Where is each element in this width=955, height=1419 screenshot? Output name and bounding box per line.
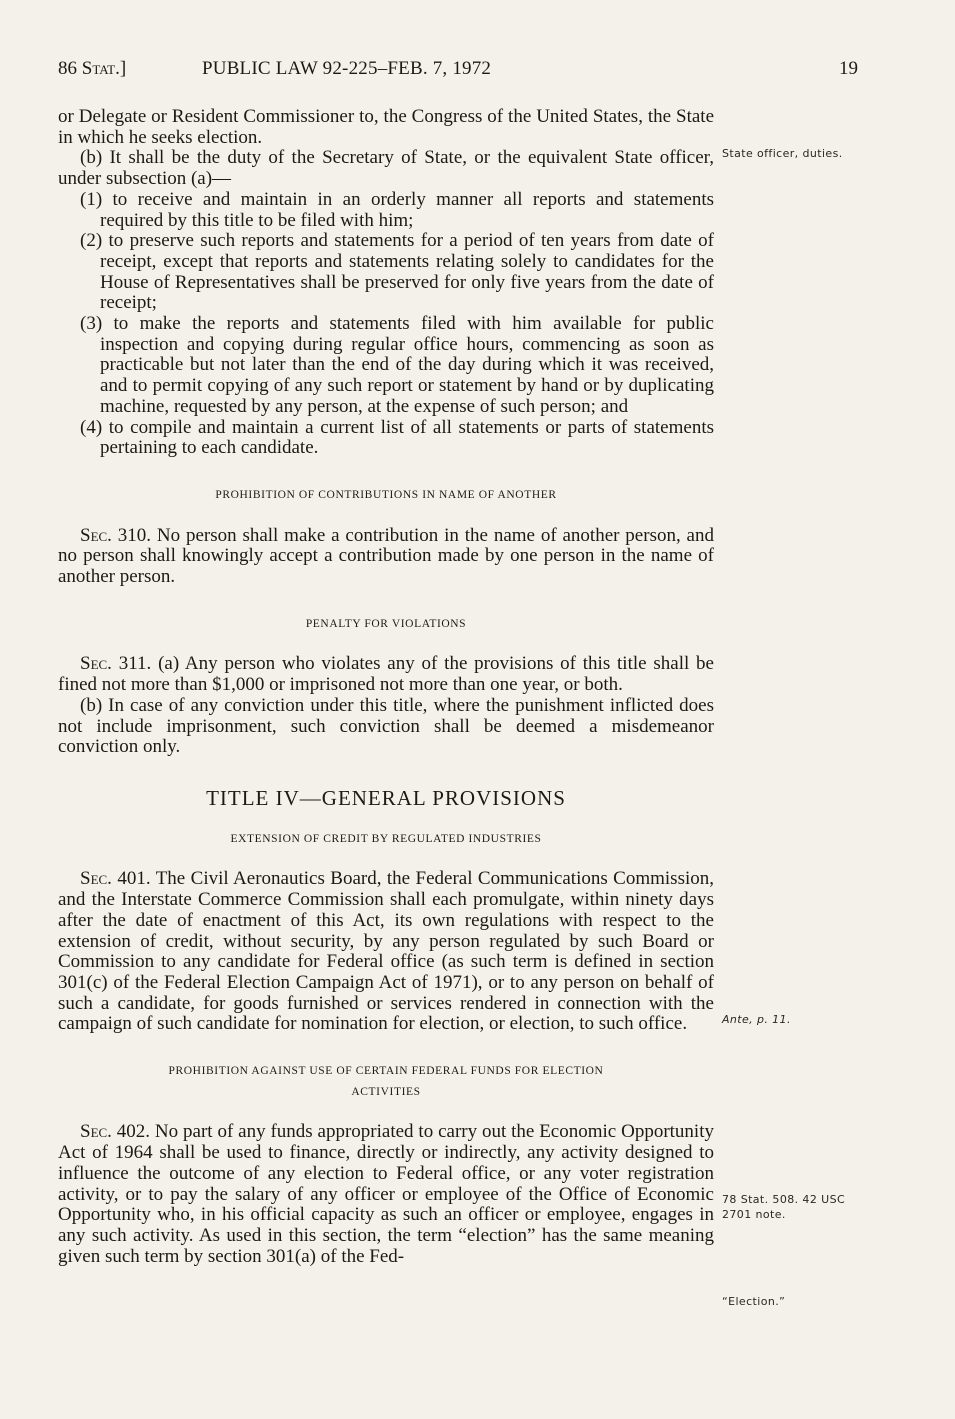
paragraph-continuation: or Delegate or Resident Commissioner to, the Congress of the United States, the State in which he seeks election. [58,106,714,148]
body-text [58,107,714,1267]
sec311-label: Sec. 311. [80,653,152,675]
list-item-3: (3) to make the reports and statements filed with him available for public inspection and copying during regular office hours, commencing as soon as practicable but not later than the end of the day during which it was received, and to permit copying of any such report or statement by hand or by duplicating machine, requested by any person, at the expense of such person; and [80,313,714,417]
title-iv-heading: TITLE IV—GENERAL PROVISIONS [206,785,566,810]
running-head [58,58,858,84]
margin-note-ante: Ante, p. 11. [722,1013,791,1026]
sec310-paragraph: Sec. 310. No person shall make a contribution in the name of another person, and no person shall knowingly accept a contribution made by one person in the name of another person. [58,524,714,588]
margin-note-election: “Election.” [722,1295,786,1308]
sec311-heading: PENALTY FOR VIOLATIONS [305,617,467,630]
sec401-heading: EXTENSION OF CREDIT BY REGULATED INDUSTRIES [230,832,542,845]
stat-citation: 86 Stat.] [58,58,127,79]
margin-note-state-officer: State officer, duties. [722,147,843,160]
sec310-label: Sec. 310. [80,524,152,546]
sec402-heading-line1: PROHIBITION AGAINST USE OF CERTAIN FEDERAL FUNDS FOR ELECTION [168,1065,604,1078]
sec310-heading: PROHIBITION OF CONTRIBUTIONS IN NAME OF ANOTHER [215,488,557,501]
sec311-paragraph-b: (b) In case of any conviction under this title, where the punishment inflicted does not include imprisonment, such conviction shall be deemed a misdemeanor conviction only. [58,694,714,758]
page-number: 19 [839,58,858,79]
list-item-1: (1) to receive and maintain in an orderly manner all reports and statements required by this title to be filed with him; [80,188,714,231]
paragraph-b: (b) It shall be the duty of the Secretary of State, or the equivalent State officer, under subsection (a)— [58,147,714,190]
list-item-2: (2) to preserve such reports and statements for a period of ten years from date of receipt, except that reports and statements relating solely to candidates for the House of Representatives shall be preserved for only five years from the date of receipt; [80,230,714,314]
list-item-4: (4) to compile and maintain a current list of all statements or parts of statements pertaining to each candidate. [80,416,714,459]
sec402-heading-line2: ACTIVITIES [351,1085,421,1098]
sec311-paragraph-a: Sec. 311. (a) Any person who violates any of the provisions of this title shall be fined not more than $1,000 or imprisoned not more than one year, or both. [58,653,714,696]
law-title: PUBLIC LAW 92-225–FEB. 7, 1972 [202,58,492,79]
sec402-label: Sec. 402. [80,1121,151,1143]
sec401-paragraph: Sec. 401. The Civil Aeronautics Board, the Federal Communications Commission, and the Interstate Commerce Commission shall each promulgate, within ninety days after the date of enactment of this Act, its own regulations with respect to the extension of credit, without security, by any person regulated by such Board or Commission to any candidate for Federal office (as such term is defined in section 301(c) of the Federal Election Campaign Act of 1971), or to any person on behalf of such a candidate, for goods furnished or services rendered in connection with the campaign of such candidate for nomination for election, or election, to such office. [58,868,714,1035]
sec401-label: Sec. 401. [80,868,151,890]
sec402-paragraph: Sec. 402. No part of any funds appropriated to carry out the Economic Opportunity Act of 1964 shall be used to finance, directly or indirectly, any activity designed to influence the outcome of any election to Federal office, or any voter registration activity, or to pay the salary of any officer or employee of the Office of Economic Opportunity who, in his official capacity as such an officer or employee, engages in any such activity. As used in this section, the term “election” has the same meaning given such term by section 301(a) of the Fed- [58,1121,714,1267]
margin-note-stat-508: 78 Stat. 508. 42 USC 2701 note. [722,1193,846,1221]
